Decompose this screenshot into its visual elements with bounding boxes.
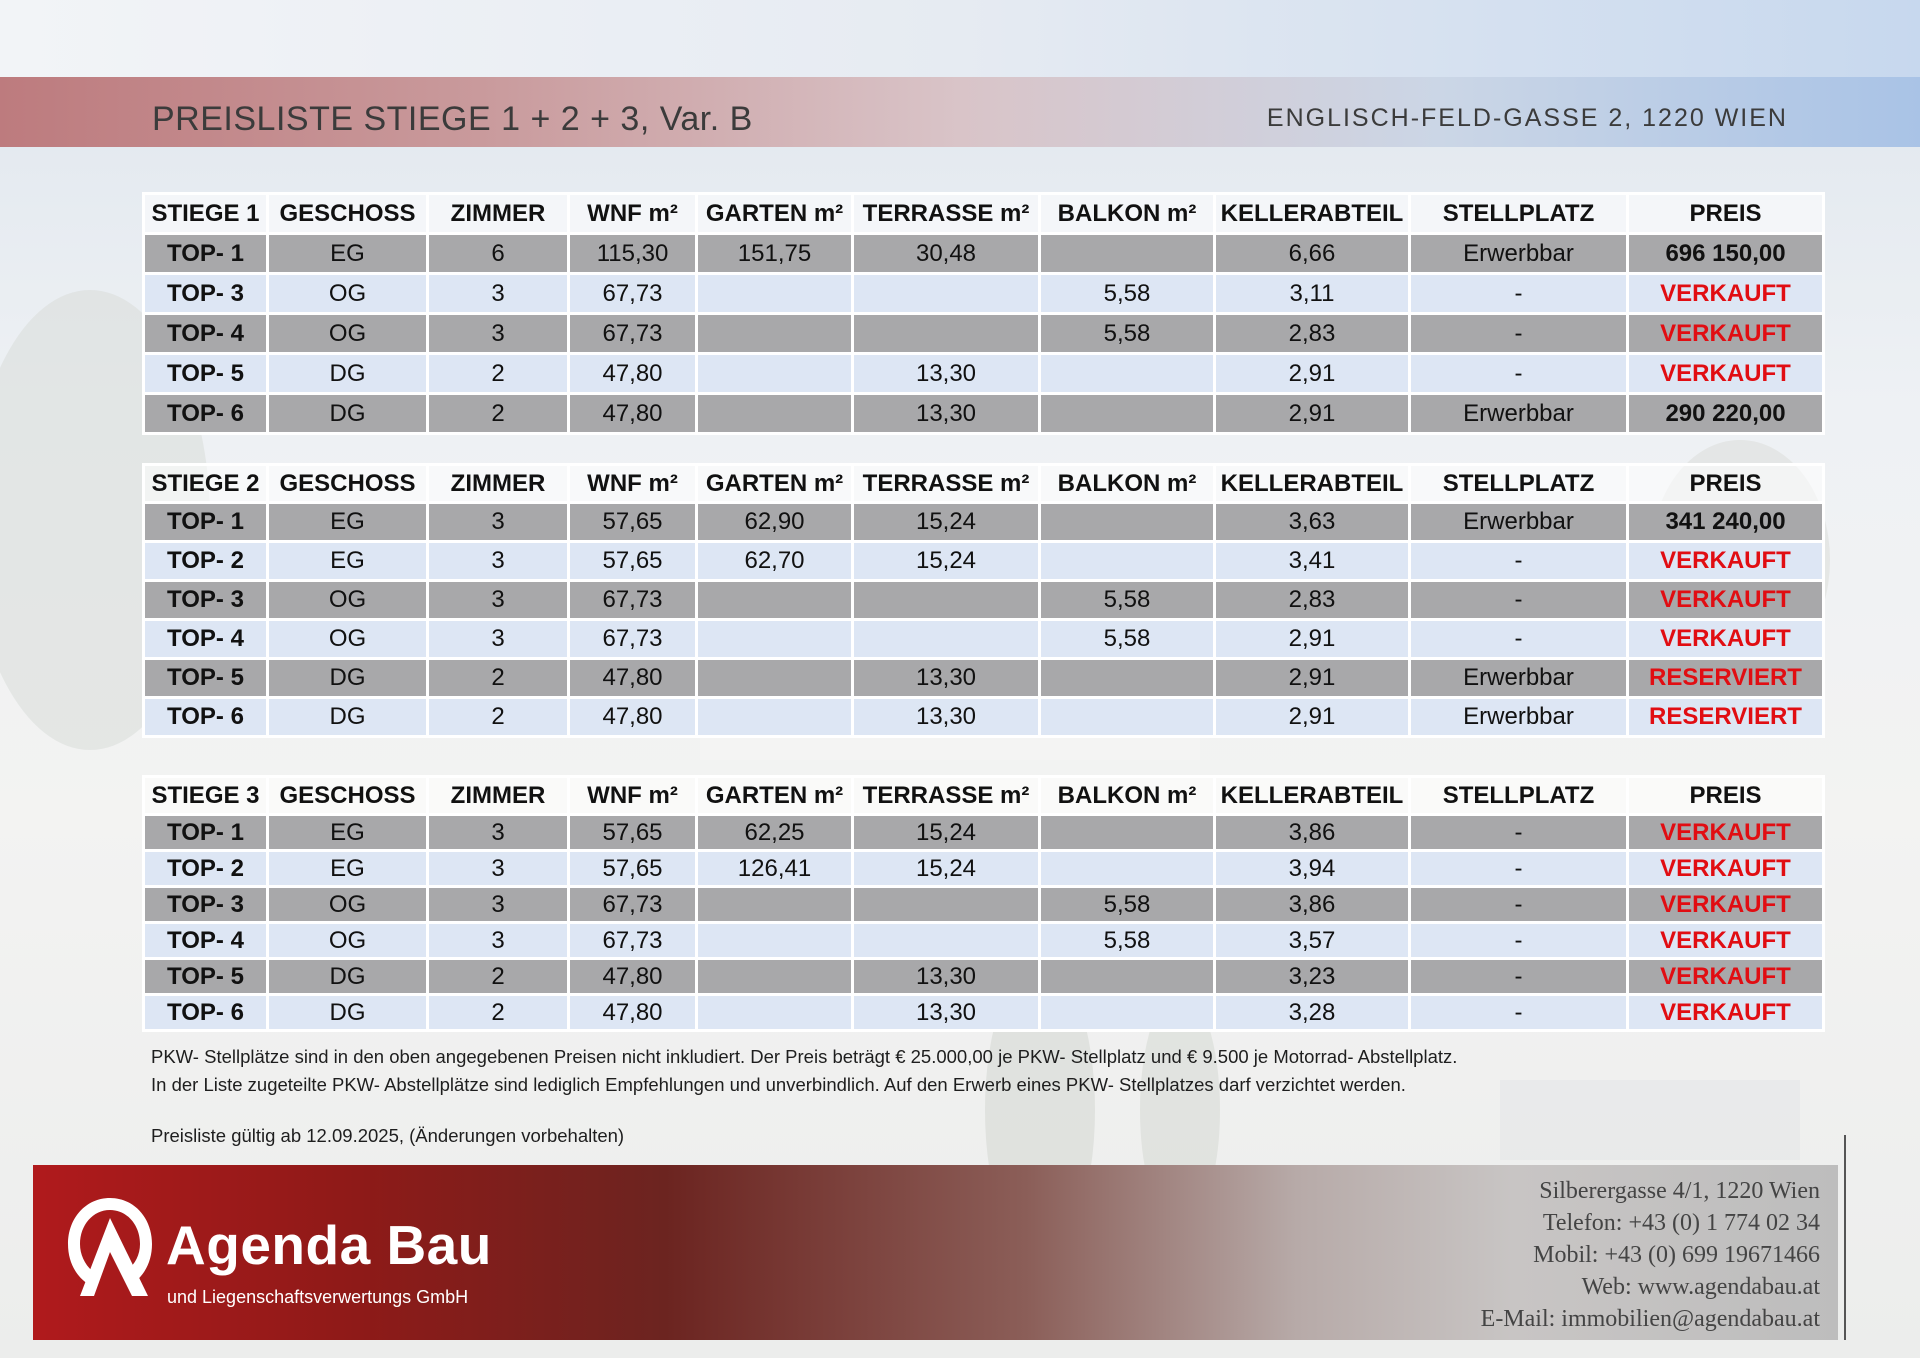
header-cell: GESCHOSS (268, 194, 428, 234)
parking-notes (151, 1043, 1457, 1099)
table-header-row (144, 777, 1824, 815)
header-cell: WNF m² (569, 465, 697, 503)
floor-cell: EG (268, 815, 428, 851)
unit-cell: TOP- 5 (144, 959, 268, 995)
table-row (144, 851, 1824, 887)
header-cell: GARTEN m² (697, 777, 853, 815)
terrace-cell (853, 620, 1040, 659)
cellar-cell: 2,83 (1215, 314, 1410, 354)
rooms-cell: 3 (428, 851, 569, 887)
wnf-cell: 67,73 (569, 887, 697, 923)
parking-cell: - (1410, 274, 1628, 314)
wnf-cell: 115,30 (569, 234, 697, 274)
wnf-cell: 57,65 (569, 503, 697, 542)
floor-cell: OG (268, 620, 428, 659)
parking-cell: Erwerbbar (1410, 234, 1628, 274)
floor-cell: OG (268, 581, 428, 620)
rooms-cell: 3 (428, 314, 569, 354)
brand-name: Agenda Bau (166, 1214, 492, 1276)
wnf-cell: 47,80 (569, 659, 697, 698)
balcony-cell: 5,58 (1040, 314, 1215, 354)
contact-block (1481, 1175, 1820, 1335)
contact-address: Silberergasse 4/1, 1220 Wien (1539, 1178, 1820, 1204)
parking-cell: - (1410, 995, 1628, 1031)
sky-band (0, 0, 1920, 77)
header-cell: STELLPLATZ (1410, 777, 1628, 815)
balcony-cell: 5,58 (1040, 887, 1215, 923)
cellar-cell: 3,63 (1215, 503, 1410, 542)
balcony-cell (1040, 851, 1215, 887)
garden-cell (697, 620, 853, 659)
header-cell: BALKON m² (1040, 465, 1215, 503)
unit-cell: TOP- 3 (144, 274, 268, 314)
garden-cell (697, 698, 853, 737)
rooms-cell: 3 (428, 581, 569, 620)
garden-cell (697, 995, 853, 1031)
contact-email-link[interactable]: E-Mail: immobilien@agendabau.at (1480, 1306, 1820, 1332)
cellar-cell: 3,57 (1215, 923, 1410, 959)
table-row (144, 698, 1824, 737)
price-cell: RESERVIERT (1628, 659, 1824, 698)
terrace-cell: 13,30 (853, 659, 1040, 698)
price-cell: VERKAUFT (1628, 581, 1824, 620)
unit-cell: TOP- 1 (144, 503, 268, 542)
header-cell: STELLPLATZ (1410, 465, 1628, 503)
table-row (144, 959, 1824, 995)
cellar-cell: 2,91 (1215, 620, 1410, 659)
garden-cell (697, 354, 853, 394)
brand-subtitle: und Liegenschaftsverwertungs GmbH (167, 1287, 469, 1307)
parking-cell: - (1410, 314, 1628, 354)
cellar-cell: 3,23 (1215, 959, 1410, 995)
price-table-stiege-2 (142, 463, 1825, 738)
floor-cell: OG (268, 923, 428, 959)
table-row (144, 815, 1824, 851)
terrace-cell (853, 274, 1040, 314)
header-cell: STIEGE 2 (144, 465, 268, 503)
table-row (144, 887, 1824, 923)
rooms-cell: 2 (428, 995, 569, 1031)
page-title: PREISLISTE STIEGE 1 + 2 + 3, Var. B (152, 100, 753, 138)
cellar-cell: 2,91 (1215, 698, 1410, 737)
price-cell: VERKAUFT (1628, 959, 1824, 995)
price-cell: VERKAUFT (1628, 620, 1824, 659)
unit-cell: TOP- 6 (144, 698, 268, 737)
rooms-cell: 6 (428, 234, 569, 274)
header-cell: TERRASSE m² (853, 465, 1040, 503)
balcony-cell: 5,58 (1040, 274, 1215, 314)
price-cell: VERKAUFT (1628, 354, 1824, 394)
unit-cell: TOP- 2 (144, 851, 268, 887)
unit-cell: TOP- 6 (144, 394, 268, 434)
wnf-cell: 67,73 (569, 923, 697, 959)
contact-web-link[interactable]: Web: www.agendabau.at (1581, 1274, 1820, 1300)
garden-cell (697, 394, 853, 434)
unit-cell: TOP- 3 (144, 581, 268, 620)
terrace-cell: 13,30 (853, 959, 1040, 995)
parking-cell: - (1410, 887, 1628, 923)
table-row (144, 659, 1824, 698)
terrace-cell: 13,30 (853, 354, 1040, 394)
rooms-cell: 2 (428, 394, 569, 434)
garden-cell: 151,75 (697, 234, 853, 274)
terrace-cell: 15,24 (853, 851, 1040, 887)
floor-cell: EG (268, 503, 428, 542)
balcony-cell: 5,58 (1040, 581, 1215, 620)
cellar-cell: 3,28 (1215, 995, 1410, 1031)
garden-cell (697, 274, 853, 314)
header-cell: KELLERABTEIL (1215, 777, 1410, 815)
contact-phone: Telefon: +43 (0) 1 774 02 34 (1542, 1210, 1820, 1236)
wnf-cell: 57,65 (569, 815, 697, 851)
balcony-cell (1040, 394, 1215, 434)
terrace-cell: 13,30 (853, 394, 1040, 434)
table-header-row (144, 465, 1824, 503)
rooms-cell: 3 (428, 923, 569, 959)
balcony-cell (1040, 503, 1215, 542)
wnf-cell: 67,73 (569, 314, 697, 354)
cellar-cell: 3,86 (1215, 815, 1410, 851)
header-cell: TERRASSE m² (853, 194, 1040, 234)
garden-cell: 62,90 (697, 503, 853, 542)
header-cell: GESCHOSS (268, 777, 428, 815)
table-header-row (144, 194, 1824, 234)
terrace-cell: 15,24 (853, 542, 1040, 581)
unit-cell: TOP- 4 (144, 314, 268, 354)
garden-cell (697, 959, 853, 995)
parking-cell: Erwerbbar (1410, 503, 1628, 542)
cellar-cell: 3,41 (1215, 542, 1410, 581)
price-cell: 290 220,00 (1628, 394, 1824, 434)
price-cell: VERKAUFT (1628, 995, 1824, 1031)
parking-note-line-2: In der Liste zugeteilte PKW- Abstellplätze sind lediglich Empfehlungen und unverbindlich. Auf den Erwerb eines PKW- Stellplatzes darf verzichtet werden. (151, 1074, 1406, 1095)
header-cell: PREIS (1628, 777, 1824, 815)
wnf-cell: 57,65 (569, 851, 697, 887)
table-row (144, 620, 1824, 659)
parking-cell: - (1410, 851, 1628, 887)
terrace-cell: 15,24 (853, 815, 1040, 851)
wnf-cell: 47,80 (569, 995, 697, 1031)
terrace-cell (853, 314, 1040, 354)
wnf-cell: 47,80 (569, 698, 697, 737)
table-row (144, 542, 1824, 581)
cellar-cell: 2,91 (1215, 394, 1410, 434)
price-cell: VERKAUFT (1628, 274, 1824, 314)
floor-cell: EG (268, 851, 428, 887)
balcony-cell: 5,58 (1040, 620, 1215, 659)
rooms-cell: 3 (428, 274, 569, 314)
cellar-cell: 3,11 (1215, 274, 1410, 314)
rooms-cell: 3 (428, 887, 569, 923)
header-cell: TERRASSE m² (853, 777, 1040, 815)
cellar-cell: 3,86 (1215, 887, 1410, 923)
table-row (144, 354, 1824, 394)
header-cell: WNF m² (569, 777, 697, 815)
price-cell: 341 240,00 (1628, 503, 1824, 542)
price-table-stiege-3 (142, 775, 1825, 1032)
floor-cell: EG (268, 234, 428, 274)
balcony-cell: 5,58 (1040, 923, 1215, 959)
balcony-cell (1040, 659, 1215, 698)
floor-cell: OG (268, 274, 428, 314)
cellar-cell: 6,66 (1215, 234, 1410, 274)
parking-cell: Erwerbbar (1410, 394, 1628, 434)
table-row (144, 503, 1824, 542)
unit-cell: TOP- 5 (144, 354, 268, 394)
header-cell: PREIS (1628, 194, 1824, 234)
table-row (144, 234, 1824, 274)
unit-cell: TOP- 1 (144, 234, 268, 274)
unit-cell: TOP- 3 (144, 887, 268, 923)
garden-cell: 126,41 (697, 851, 853, 887)
header-cell: GARTEN m² (697, 194, 853, 234)
parking-cell: - (1410, 581, 1628, 620)
project-address: ENGLISCH-FELD-GASSE 2, 1220 WIEN (1266, 104, 1788, 132)
floor-cell: DG (268, 698, 428, 737)
parking-cell: - (1410, 354, 1628, 394)
unit-cell: TOP- 2 (144, 542, 268, 581)
table-row (144, 274, 1824, 314)
garden-cell: 62,25 (697, 815, 853, 851)
header-cell: BALKON m² (1040, 194, 1215, 234)
header-cell: BALKON m² (1040, 777, 1215, 815)
unit-cell: TOP- 6 (144, 995, 268, 1031)
unit-cell: TOP- 5 (144, 659, 268, 698)
terrace-cell: 15,24 (853, 503, 1040, 542)
price-table-stiege-1 (142, 192, 1825, 435)
rooms-cell: 2 (428, 659, 569, 698)
floor-cell: DG (268, 659, 428, 698)
wnf-cell: 47,80 (569, 354, 697, 394)
header-cell: WNF m² (569, 194, 697, 234)
parking-cell: - (1410, 620, 1628, 659)
balcony-cell (1040, 354, 1215, 394)
price-cell: VERKAUFT (1628, 314, 1824, 354)
parking-cell: Erwerbbar (1410, 659, 1628, 698)
balcony-cell (1040, 815, 1215, 851)
floor-cell: DG (268, 354, 428, 394)
header-cell: KELLERABTEIL (1215, 465, 1410, 503)
balcony-cell (1040, 698, 1215, 737)
terrace-cell (853, 887, 1040, 923)
cellar-cell: 3,94 (1215, 851, 1410, 887)
wnf-cell: 47,80 (569, 959, 697, 995)
header-cell: ZIMMER (428, 777, 569, 815)
cellar-cell: 2,91 (1215, 659, 1410, 698)
parking-cell: Erwerbbar (1410, 698, 1628, 737)
price-cell: VERKAUFT (1628, 851, 1824, 887)
garden-cell (697, 581, 853, 620)
price-cell: VERKAUFT (1628, 887, 1824, 923)
floor-cell: OG (268, 887, 428, 923)
garden-cell: 62,70 (697, 542, 853, 581)
floor-cell: OG (268, 314, 428, 354)
rooms-cell: 3 (428, 620, 569, 659)
header-cell: GARTEN m² (697, 465, 853, 503)
parking-cell: - (1410, 923, 1628, 959)
terrace-cell: 30,48 (853, 234, 1040, 274)
table-row (144, 394, 1824, 434)
wnf-cell: 57,65 (569, 542, 697, 581)
table-row (144, 923, 1824, 959)
header-cell: KELLERABTEIL (1215, 194, 1410, 234)
price-cell: VERKAUFT (1628, 815, 1824, 851)
price-cell: RESERVIERT (1628, 698, 1824, 737)
floor-cell: DG (268, 394, 428, 434)
balcony-cell (1040, 542, 1215, 581)
header-cell: ZIMMER (428, 194, 569, 234)
rooms-cell: 3 (428, 542, 569, 581)
header-cell: STELLPLATZ (1410, 194, 1628, 234)
wnf-cell: 67,73 (569, 274, 697, 314)
cellar-cell: 2,91 (1215, 354, 1410, 394)
rooms-cell: 3 (428, 815, 569, 851)
garden-cell (697, 659, 853, 698)
balcony-cell (1040, 995, 1215, 1031)
parking-note-line-1: PKW- Stellplätze sind in den oben angegebenen Preisen nicht inkludiert. Der Preis beträgt € 25.000,00 je PKW- Stellplatz und € 9.500 je Motorrad- Abstellplatz. (151, 1046, 1458, 1067)
rooms-cell: 2 (428, 698, 569, 737)
header-cell: STIEGE 3 (144, 777, 268, 815)
cellar-cell: 2,83 (1215, 581, 1410, 620)
balcony-cell (1040, 959, 1215, 995)
parking-cell: - (1410, 542, 1628, 581)
terrace-cell (853, 923, 1040, 959)
rooms-cell: 2 (428, 354, 569, 394)
terrace-cell (853, 581, 1040, 620)
validity-note: Preisliste gültig ab 12.09.2025, (Änderungen vorbehalten) (151, 1125, 625, 1146)
price-cell: 696 150,00 (1628, 234, 1824, 274)
unit-cell: TOP- 1 (144, 815, 268, 851)
table-row (144, 995, 1824, 1031)
header-cell: STIEGE 1 (144, 194, 268, 234)
wnf-cell: 67,73 (569, 620, 697, 659)
rooms-cell: 3 (428, 503, 569, 542)
garden-cell (697, 923, 853, 959)
parking-cell: - (1410, 815, 1628, 851)
floor-cell: DG (268, 959, 428, 995)
unit-cell: TOP- 4 (144, 620, 268, 659)
parking-cell: - (1410, 959, 1628, 995)
price-cell: VERKAUFT (1628, 542, 1824, 581)
floor-cell: EG (268, 542, 428, 581)
footer-divider (1844, 1135, 1846, 1340)
garden-cell (697, 314, 853, 354)
unit-cell: TOP- 4 (144, 923, 268, 959)
agenda-bau-logo-icon (58, 1192, 162, 1302)
wnf-cell: 47,80 (569, 394, 697, 434)
terrace-cell: 13,30 (853, 698, 1040, 737)
price-cell: VERKAUFT (1628, 923, 1824, 959)
rooms-cell: 2 (428, 959, 569, 995)
terrace-cell: 13,30 (853, 995, 1040, 1031)
table-row (144, 314, 1824, 354)
header-cell: PREIS (1628, 465, 1824, 503)
balcony-cell (1040, 234, 1215, 274)
contact-mobile: Mobil: +43 (0) 699 19671466 (1533, 1242, 1820, 1268)
header-cell: ZIMMER (428, 465, 569, 503)
table-row (144, 581, 1824, 620)
floor-cell: DG (268, 995, 428, 1031)
garden-cell (697, 887, 853, 923)
wnf-cell: 67,73 (569, 581, 697, 620)
header-cell: GESCHOSS (268, 465, 428, 503)
